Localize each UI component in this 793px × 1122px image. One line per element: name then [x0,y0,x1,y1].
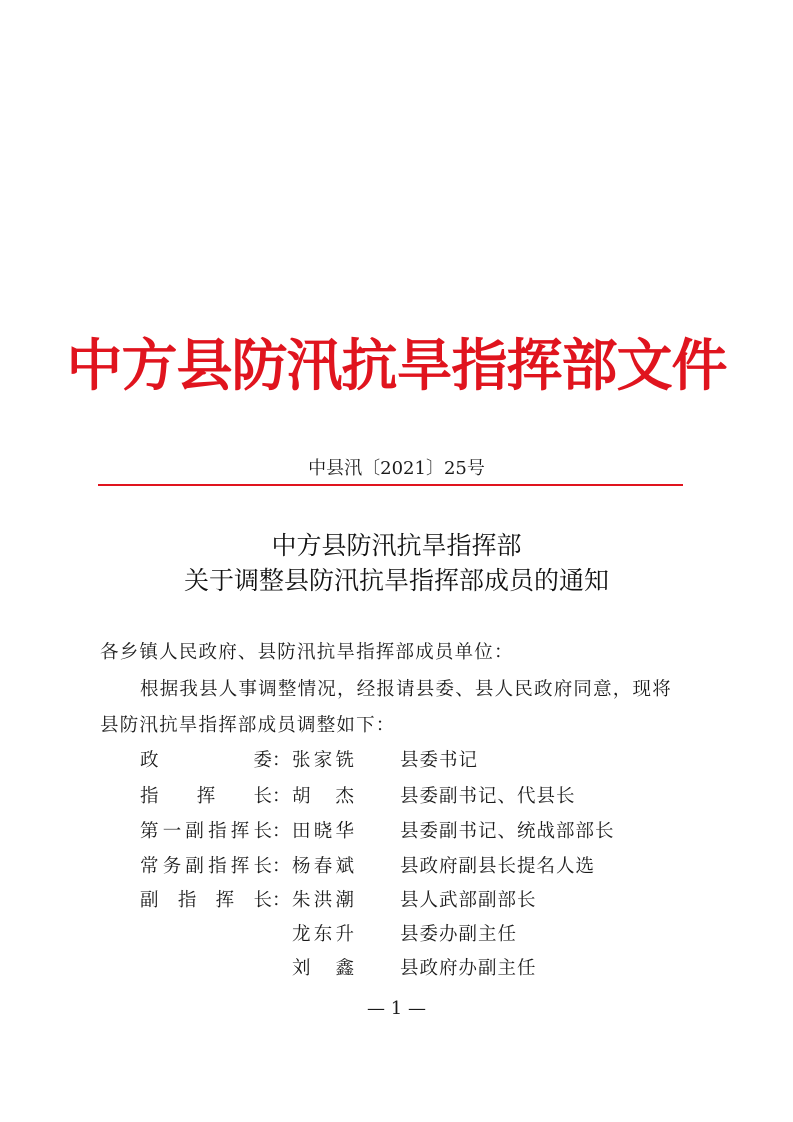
member-row [0,746,793,776]
notice-title-line-1: 中方县防汛抗旱指挥部 [271,531,522,560]
member-role: 副指挥长 [140,890,272,911]
member-row [0,920,793,950]
member-role: 常务副指挥长 [140,856,272,877]
member-name: 胡杰 [292,786,354,807]
member-title: 县委副书记、代县长 [400,786,576,807]
member-colon: ： [272,786,291,807]
member-name: 杨春斌 [292,856,354,877]
member-colon: ： [272,750,291,771]
member-title: 县委办副主任 [400,924,518,945]
notice-title-line-2: 关于调整县防汛抗旱指挥部成员的通知 [183,566,609,595]
member-title: 县人武部副部长 [400,890,537,911]
member-colon: ： [272,856,291,877]
member-title: 县委书记 [400,750,479,771]
member-name: 朱洪潮 [292,890,354,911]
document-header-title: 中方县防汛抗旱指挥部文件 [66,334,727,399]
member-colon: ： [272,890,291,911]
member-title: 县政府办副主任 [400,958,537,979]
member-name: 张家铣 [292,750,354,771]
member-row [0,954,793,984]
member-row [0,782,793,812]
salutation: 各乡镇人民政府、县防汛抗旱指挥部成员单位： [100,642,514,663]
member-name: 刘鑫 [292,958,354,979]
member-title: 县委副书记、统战部部长 [400,821,615,842]
member-role: 第一副指挥长 [140,821,272,842]
member-row [0,852,793,882]
page-number: — 1 — [367,998,426,1019]
body-paragraph-line-1: 根据我县人事调整情况，经报请县委、县人民政府同意，现将 [140,679,672,700]
member-name: 田晓华 [292,821,354,842]
member-name: 龙东升 [292,924,354,945]
member-role: 政委 [140,750,272,771]
document-number: 中县汛〔2021〕25号 [308,458,485,479]
member-role: 指挥长 [140,786,272,807]
body-paragraph-line-2: 县防汛抗旱指挥部成员调整如下： [100,715,396,736]
member-title: 县政府副县长提名人选 [400,856,596,877]
member-row [0,886,793,916]
red-divider-line [98,484,683,486]
member-colon: ： [272,821,291,842]
member-row [0,817,793,847]
